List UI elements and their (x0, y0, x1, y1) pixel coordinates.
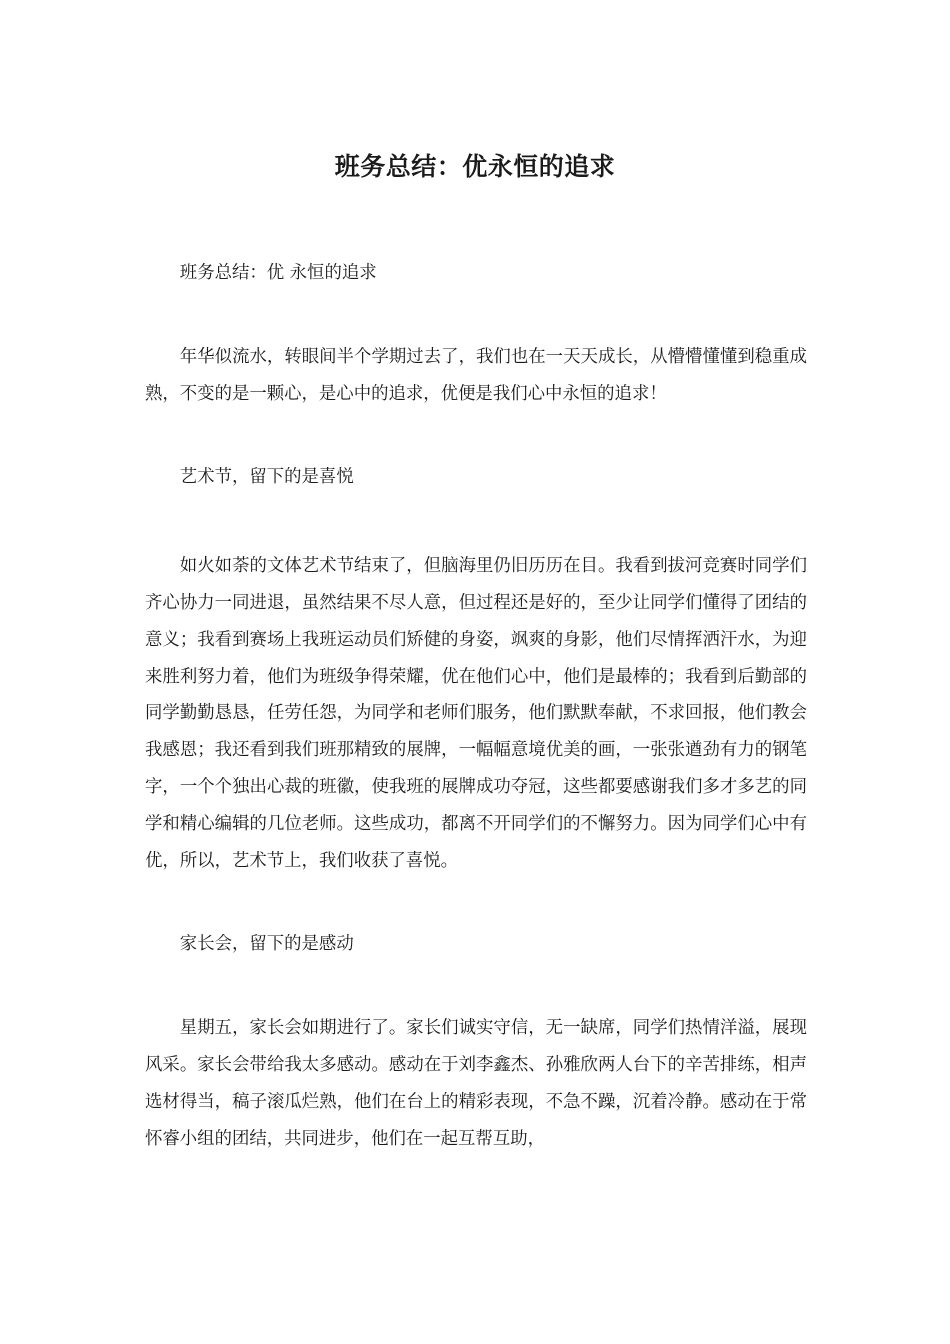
intro-paragraph: 年华似流水，转眼间半个学期过去了，我们也在一天天成长，从懵懵懂懂到稳重成熟，不变的是一颗心，是心中的追求，优便是我们心中永恒的追求！ (145, 346, 807, 404)
document-title: 班务总结：优永恒的追求 (334, 151, 616, 181)
parent-meeting-paragraph: 星期五，家长会如期进行了。家长们诚实守信，无一缺席，同学们热情洋溢，展现风采。家长会带给我太多感动。感动在于刘李鑫杰、孙雅欣两人台下的辛苦排练，相声选材得当，稿子滚瓜烂熟，他们在台上的精彩表现，不急不躁，沉着冷静。感动在于常怀睿小组的团结，共同进步，他们在一起互帮互助， (145, 1018, 807, 1149)
section-heading-parent-meeting: 家长会，留下的是感动 (179, 934, 354, 955)
section-heading-main: 班务总结：优 永恒的追求 (179, 263, 377, 283)
section-heading-art-festival: 艺术节，留下的是喜悦 (179, 467, 354, 488)
art-festival-paragraph: 如火如荼的文体艺术节结束了，但脑海里仍旧历历在目。我看到拔河竞赛时同学们齐心协力一同进退，虽然结果不尽人意，但过程还是好的，至少让同学们懂得了团结的意义；我看到赛场上我班运动员们矫健的身姿，飒爽的身影，他们尽情挥洒汗水，为迎来胜利努力着，他们为班级争得荣耀，优在他们心中，他们是最棒的；我看到后勤部的同学勤勤恳恳，任劳任怨，为同学和老师们服务，他们默默奉献，不求回报，他们教会我感恩；我还看到我们班那精致的展牌，一幅幅意境优美的画，一张张遒劲有力的钢笔字，一个个独出心裁的班徽，使我班的展牌成功夺冠，这些都要感谢我们多才多艺的同学和精心编辑的几位老师。这些成功，都离不开同学们的不懈努力。因为同学们心中有优，所以，艺术节上，我们收获了喜悦。 (145, 556, 807, 871)
document-body (145, 255, 807, 1157)
